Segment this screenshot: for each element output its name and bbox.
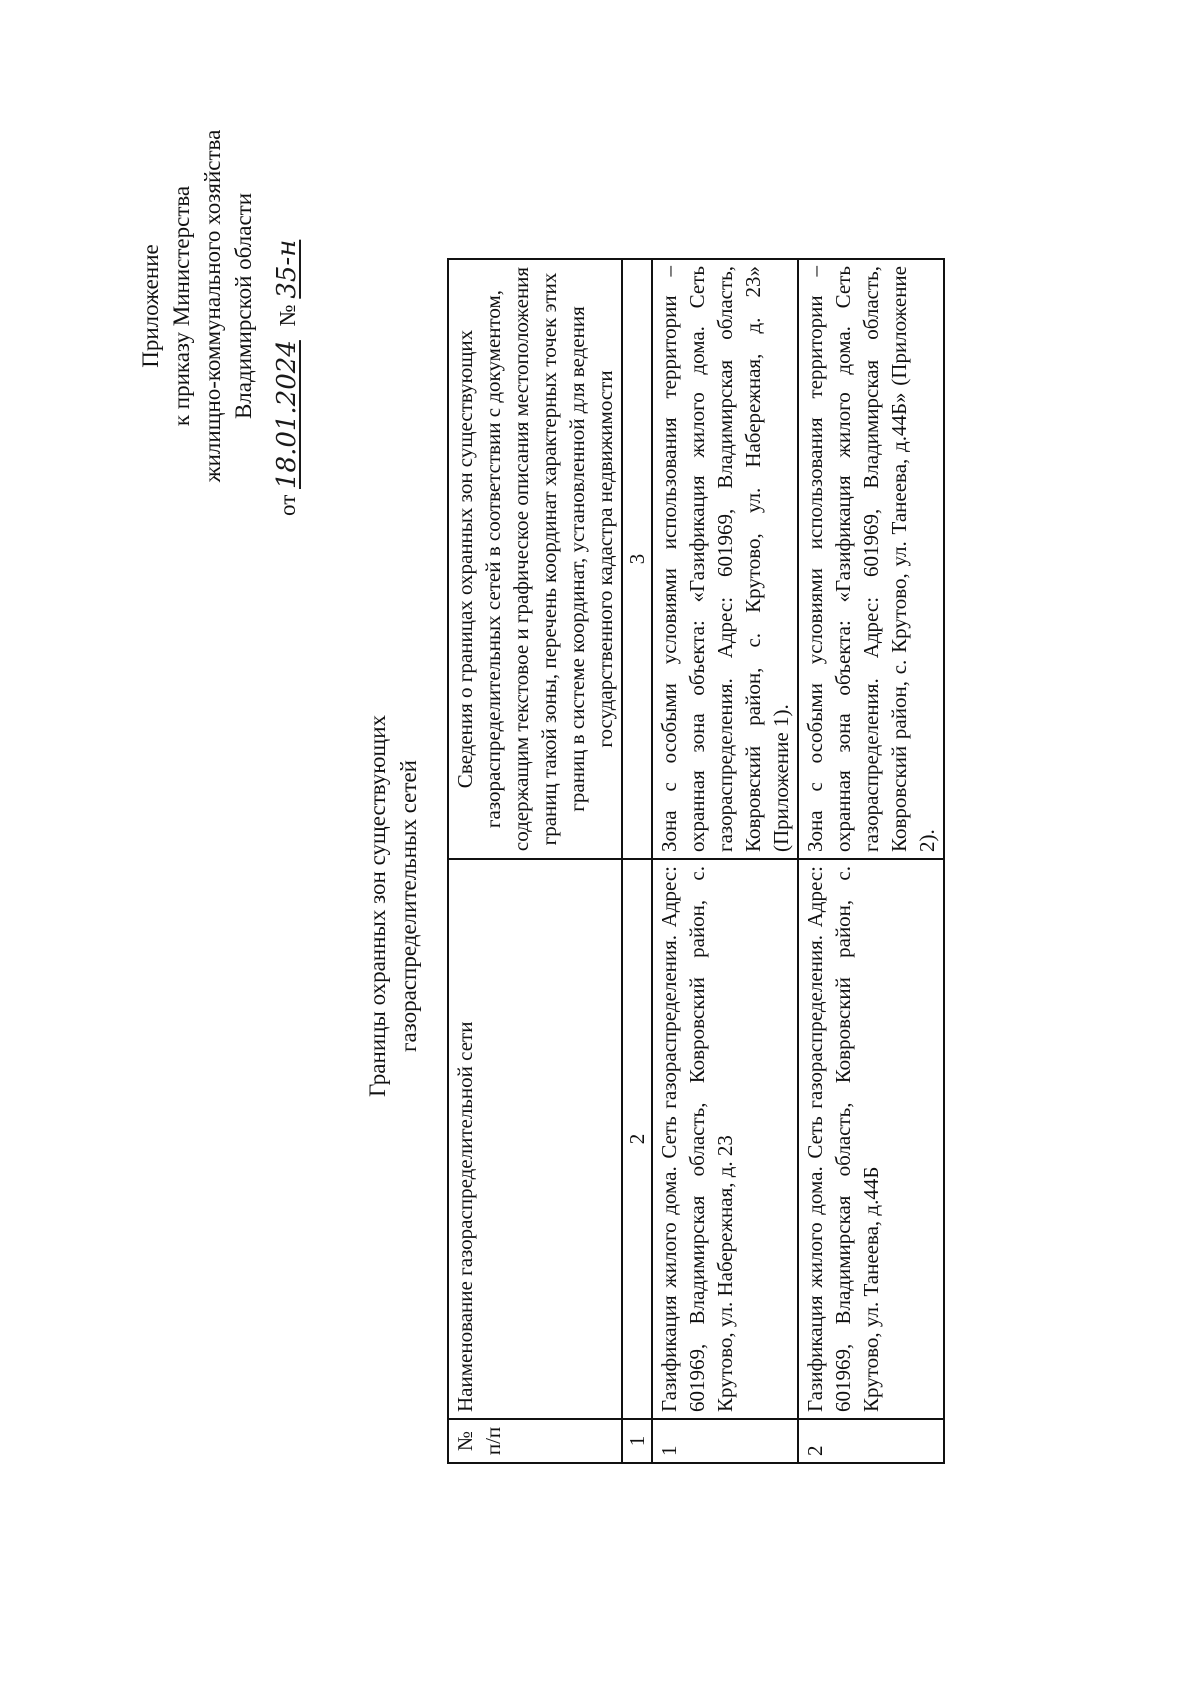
column-number: 2 [622,859,652,1419]
column-number-row [622,259,652,1463]
header-name: Наименование газораспределительной сети [448,859,622,1419]
title-line-1: Границы охранных зон существующих [365,714,390,1098]
zone-info: Зона с особыми условиями использования территории – охранная зона объекта: «Газификация жилого дома. Сеть газораспределения. Адрес: 601969, Владимирская область, Ковровский район, с. Крутово, ул. Танеева, д.44Б» (Приложение 2). [798,259,944,859]
header-num: № п/п [448,1419,622,1463]
document-title [362,536,424,1276]
title-line-2: газораспределительных сетей [396,760,421,1052]
order-number-label: № [275,304,300,327]
table-header-row [448,259,622,1463]
order-prefix: от [275,494,300,516]
column-number: 3 [622,259,652,859]
header-info: Сведения о границах охранных зон существующих газораспределительных сетей в соответствии с документом, содержащим текстовое и графическое описания местоположения границ такой зоны, перечень координат характерных точек этих границ в системе координат, установленной для ведения государственного кадастра недвижимости [448,259,622,859]
table-row [652,259,798,1463]
table-row [798,259,944,1463]
appendix-region: Владимирской области [231,192,256,420]
row-number: 1 [652,1419,798,1463]
network-name: Газификация жилого дома. Сеть газораспределения. Адрес: 601969, Владимирская область, Ковровский район, с. Крутово, ул. Танеева, д.44Б [798,859,944,1419]
order-date: 18.01.2024 [272,340,302,489]
column-number: 1 [622,1419,652,1463]
zone-info: Зона с особыми условиями использования территории – охранная зона объекта: «Газификация жилого дома. Сеть газораспределения. Адрес: 601969, Владимирская область, Ковровский район, с. Крутово, ул. Набережная, д. 23» (Приложение 1). [652,259,798,859]
appendix-header [135,76,259,536]
appendix-label: Приложение [138,244,163,368]
row-number: 2 [798,1419,944,1463]
appendix-ministry: жилищно-коммунального хозяйства [200,129,225,483]
order-number: 35-н [272,239,302,299]
network-name: Газификация жилого дома. Сеть газораспределения. Адрес: 601969, Владимирская область, Ковровский район, с. Крутово, ул. Набережная, д. 23 [652,859,798,1419]
order-date-number [272,56,302,516]
protection-zones-table [447,258,945,1464]
appendix-order-ref: к приказу Министерства [169,185,194,427]
